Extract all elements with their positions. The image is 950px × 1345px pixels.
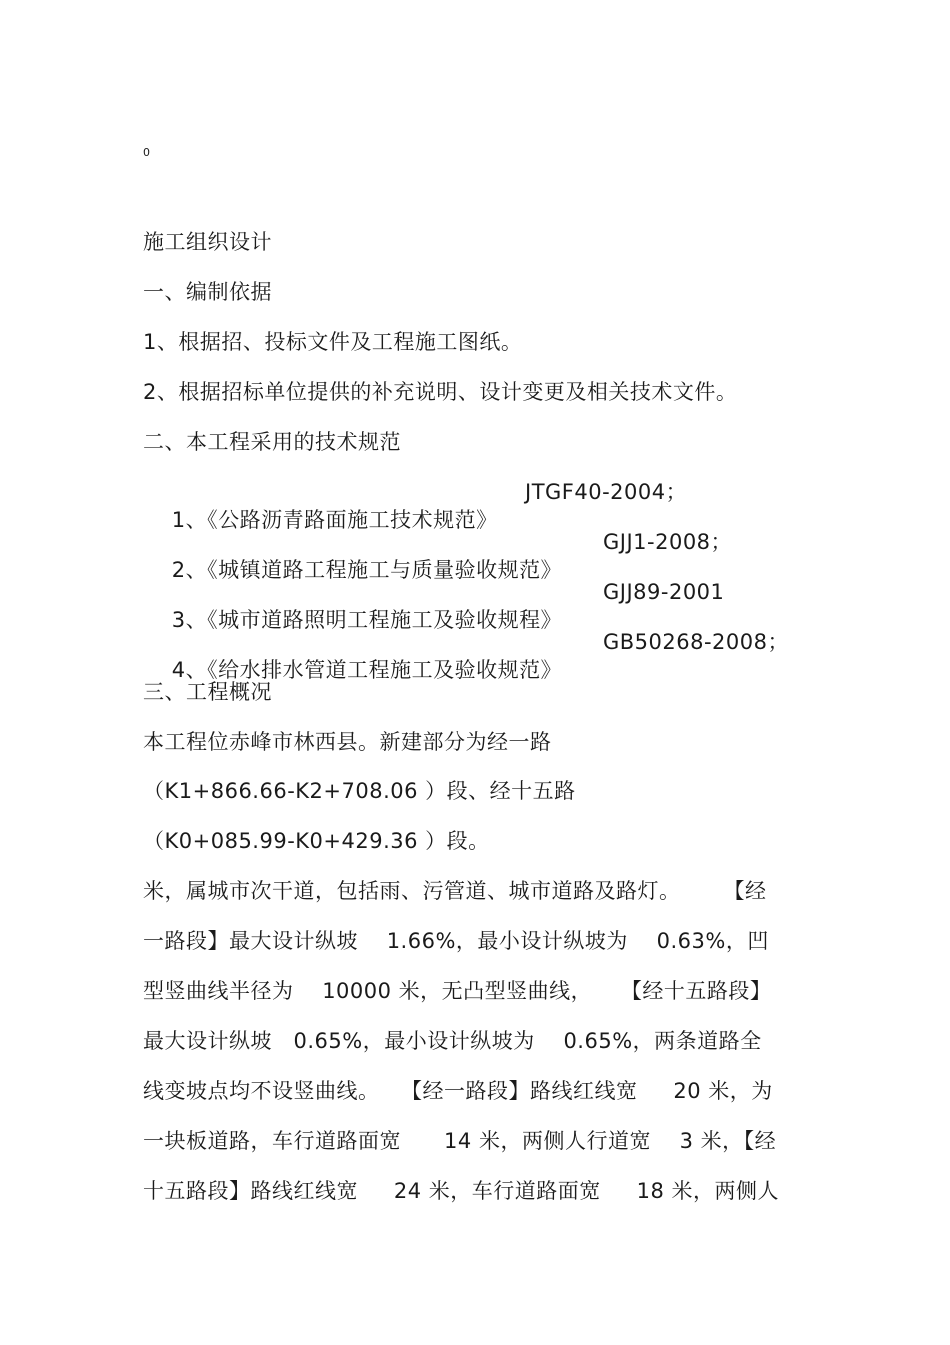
overview-line-1: 本工程位赤峰市林西县。新建部分为经一路 [143,730,552,754]
overview-line-7: 最大设计纵坡 0.65%，最小设计纵坡为 0.65%，两条道路全 [143,1029,762,1053]
spec-name: 4、《给水排水管道工程施工及验收规范》 [171,658,563,682]
section-heading-specs: 二、本工程采用的技术规范 [143,430,401,454]
overview-line-2: （K1+866.66-K2+708.06 ）段、经十五路 [143,779,576,803]
document-title: 施工组织设计 [143,230,272,254]
spec-code: GB50268-2008； [603,630,790,654]
spec-code: GJJ89-2001 [603,580,725,604]
spec-code: GJJ1-2008； [603,530,733,554]
overview-line-9: 一块板道路，车行道路面宽 14 米，两侧人行道宽 3 米，【经 [143,1129,777,1153]
section-heading-overview: 三、工程概况 [143,680,272,704]
spec-name: 3、《城市道路照明工程施工及验收规程》 [171,608,563,632]
spec-name: 2、《城镇道路工程施工与质量验收规范》 [171,558,563,582]
overview-line-4: 米，属城市次干道，包括雨、污管道、城市道路及路灯。 【经 [143,879,767,903]
basis-item-1: 1、根据招、投标文件及工程施工图纸。 [143,330,523,354]
overview-line-3: （K0+085.99-K0+429.36 ）段。 [143,829,490,853]
overview-line-5: 一路段】最大设计纵坡 1.66%，最小设计纵坡为 0.63%，凹 [143,929,769,953]
overview-line-8: 线变坡点均不设竖曲线。 【经一路段】路线红线宽 20 米，为 [143,1079,773,1103]
spec-code: JTGF40-2004； [525,480,688,504]
basis-item-2: 2、根据招标单位提供的补充说明、设计变更及相关技术文件。 [143,380,738,404]
section-heading-basis: 一、编制依据 [143,280,272,304]
overview-line-10: 十五路段】路线红线宽 24 米，车行道路面宽 18 米，两侧人 [143,1179,780,1203]
spec-name: 1、《公路沥青路面施工技术规范》 [171,508,498,532]
overview-line-6: 型竖曲线半径为 10000 米，无凸型竖曲线， 【经十五路段】 [143,979,772,1003]
page-mark: 0 [143,146,150,159]
